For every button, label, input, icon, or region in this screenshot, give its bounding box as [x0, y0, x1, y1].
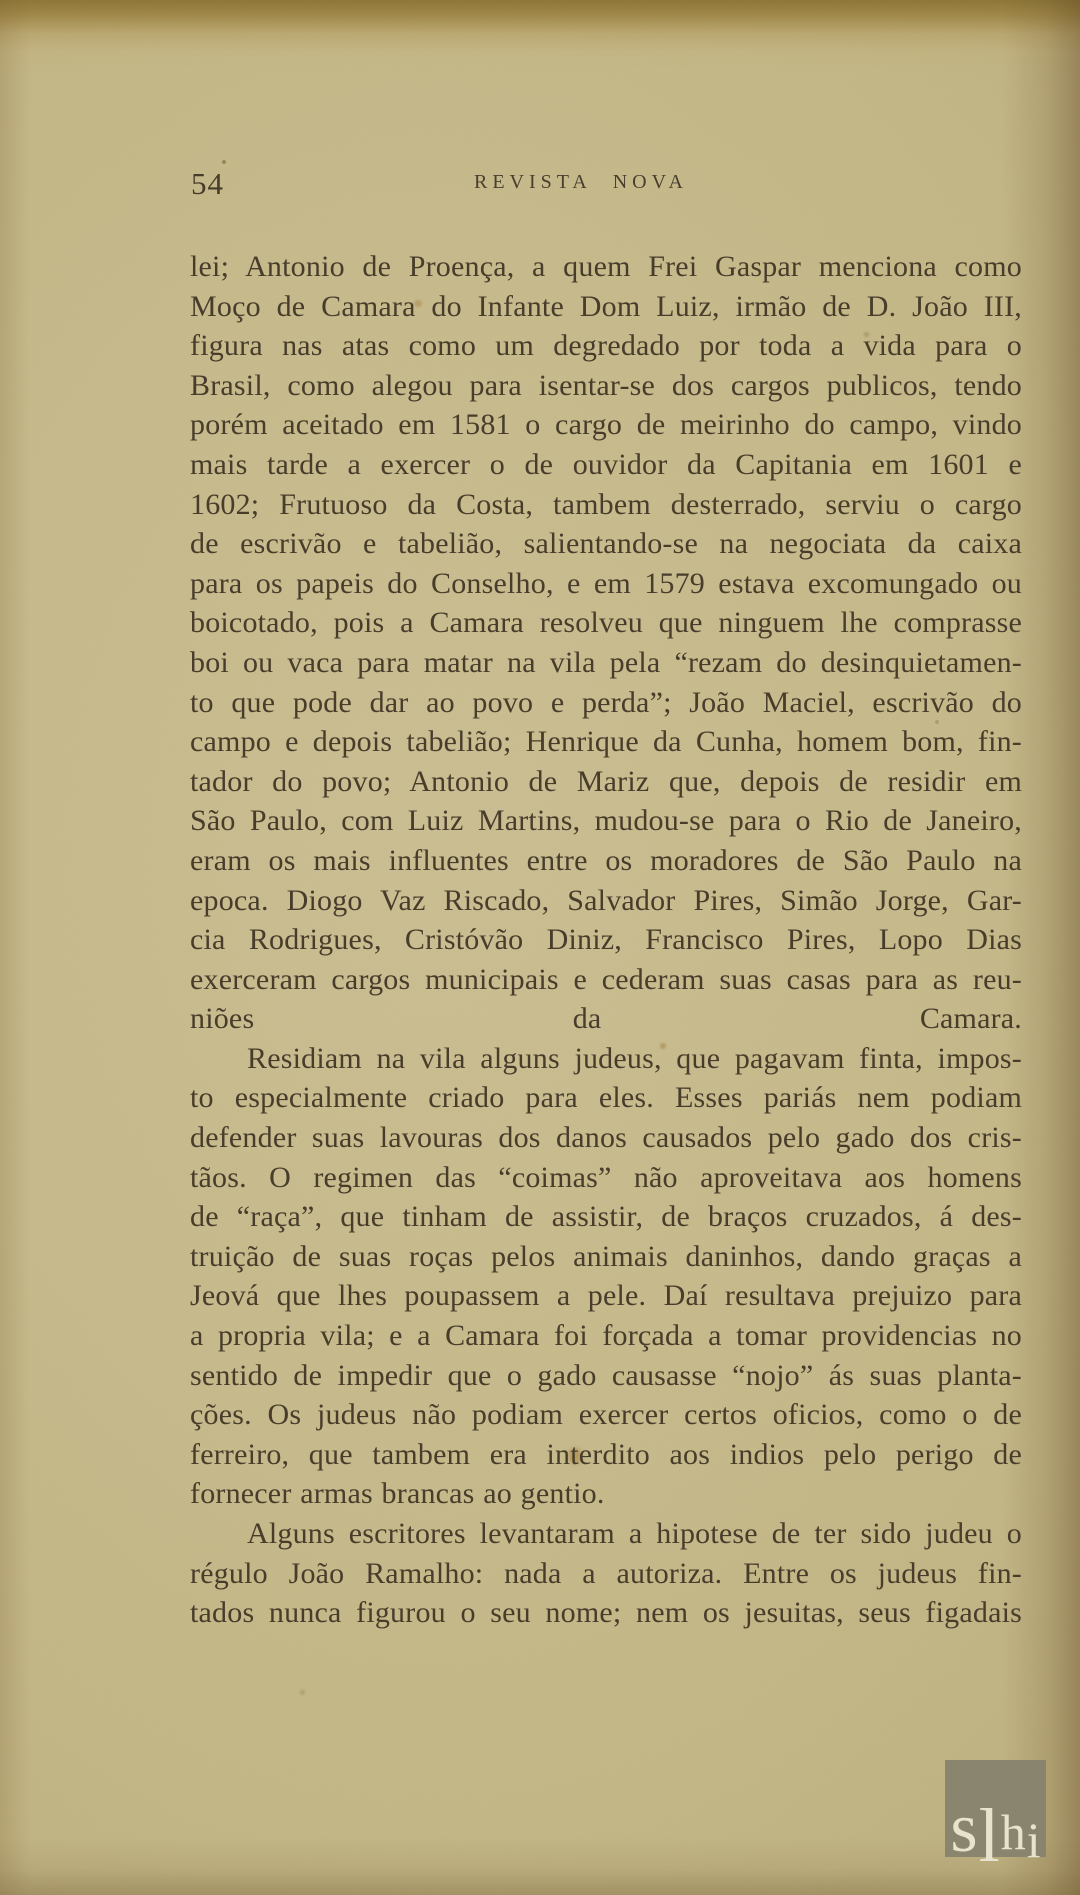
journal-title: REVISTA NOVA [474, 171, 688, 193]
text-line: tador do povo; Antonio de Mariz que, depois de residir em [190, 764, 1022, 798]
page-number: 54 [191, 166, 224, 201]
text-line: fornecer armas brancas ao gentio. [190, 1477, 605, 1511]
text-line: boi ou vaca para matar na vila pela “rezam do desinquietamen- [190, 645, 1022, 679]
text-line: ferreiro, que tambem era interdito aos indios pelo perigo de [190, 1437, 1022, 1471]
text-line: defender suas lavouras dos danos causados pelo gado dos cris- [190, 1121, 1022, 1155]
watermark-letter-l: l [978, 1794, 1000, 1878]
text-line: a propria vila; e a Camara foi forçada a tomar providencias no [190, 1319, 1022, 1353]
text-line: lei; Antonio de Proença, a quem Frei Gaspar menciona como [190, 250, 1022, 283]
text-line: to que pode dar ao povo e perda”; João Maciel, escrivão do [190, 685, 1022, 719]
text-line: sentido de impedir que o gado causasse “nojo” ás suas planta- [190, 1358, 1022, 1392]
text-line: régulo João Ramalho: nada a autoriza. Entre os judeus fin- [190, 1556, 1022, 1590]
text-line: cia Rodrigues, Cristóvão Diniz, Francisco Pires, Lopo Dias [190, 923, 1022, 957]
text-line: mais tarde a exercer o de ouvidor da Capitania em 1601 e [190, 447, 1022, 481]
text-line: Jeová que lhes poupassem a pele. Daí resultava prejuizo para [190, 1279, 1022, 1313]
speck [300, 1690, 305, 1695]
text-line: Brasil, como alegou para isentar-se dos cargos publicos, tendo [190, 368, 1022, 402]
speck [222, 160, 226, 164]
text-line: campo e depois tabelião; Henrique da Cunha, homem bom, fin- [190, 725, 1022, 759]
text-line: boicotado, pois a Camara resolveu que ninguem lhe comprasse [190, 606, 1022, 640]
text-line: to especialmente criado para eles. Esses pariás nem podiam [190, 1081, 1022, 1115]
text-line: de “raça”, que tinham de assistir, de braços cruzados, á des- [190, 1200, 1022, 1234]
text-line: Residiam na vila alguns judeus, que pagavam finta, impos- [247, 1041, 1022, 1075]
watermark-letter-s: s [950, 1790, 978, 1867]
text-line: 1602; Frutuoso da Costa, tambem desterrado, serviu o cargo [190, 487, 1022, 521]
text-line: para os papeis do Conselho, e em 1579 estava excomungado ou [190, 566, 1022, 600]
text-line: porém aceitado em 1581 o cargo de meirinho do campo, vindo [190, 408, 1022, 442]
text-line: Moço de Camara do Infante Dom Luiz, irmão de D. João III, [190, 289, 1022, 323]
watermark-letter-i: i [1026, 1812, 1041, 1868]
watermark-letter-h: h [1000, 1804, 1026, 1860]
text-line: de escrivão e tabelião, salientando-se na negociata da caixa [190, 527, 1022, 561]
text-line: tados nunca figurou o seu nome; nem os jesuitas, seus figadais [190, 1596, 1022, 1630]
text-line: epoca. Diogo Vaz Riscado, Salvador Pires, Simão Jorge, Gar- [190, 883, 1022, 917]
text-line: figura nas atas como um degredado por toda a vida para o [190, 329, 1022, 363]
text-line: Alguns escritores levantaram a hipotese de ter sido judeu o [247, 1517, 1022, 1550]
text-line: eram os mais influentes entre os moradores de São Paulo na [190, 843, 1022, 877]
text-line: tãos. O regimen das “coimas” não aproveitava aos homens [190, 1160, 1022, 1194]
text-line: exerceram cargos municipais e cederam suas casas para as reu- [190, 962, 1022, 996]
text-line: ções. Os judeus não podiam exercer certos oficios, como o de [190, 1398, 1022, 1432]
text-line: truição de suas roças pelos animais daninhos, dando graças a [190, 1239, 1022, 1273]
text-line: São Paulo, com Luiz Martins, mudou-se para o Rio de Janeiro, [190, 804, 1022, 838]
text-line: niões da Camara. [190, 1002, 1022, 1036]
slhi-watermark [945, 1760, 1046, 1878]
slhi-watermark-letters [945, 1790, 1046, 1878]
page-text [190, 247, 1022, 1633]
